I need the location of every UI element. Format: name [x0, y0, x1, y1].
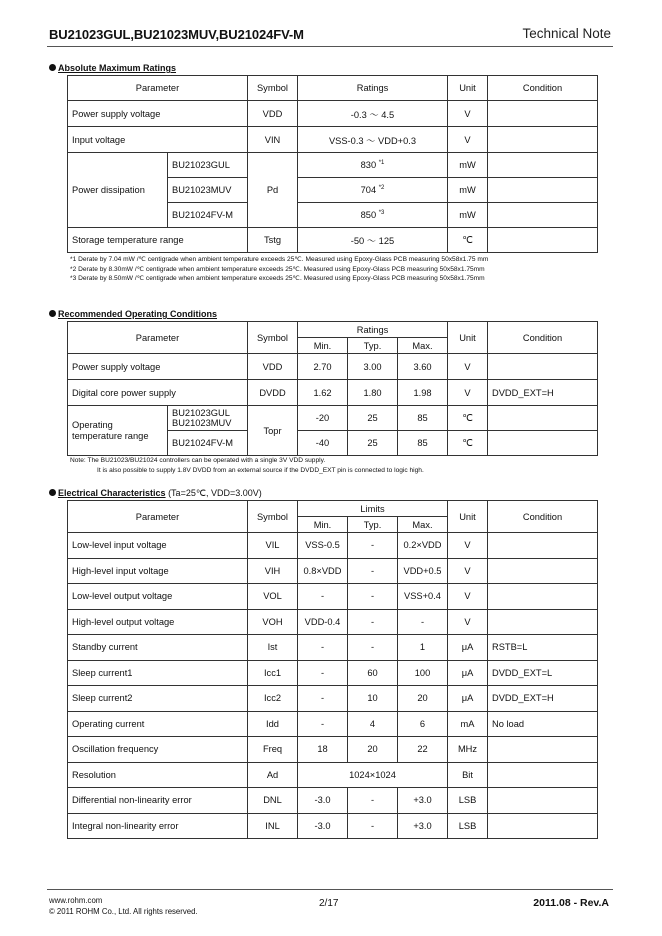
col-condition: Condition: [488, 76, 598, 101]
abs-max-table: [67, 75, 598, 253]
table-row: Resolution Ad 1024×1024 Bit: [68, 762, 598, 788]
table-row: Integral non-linearity error INL -3.0 - +3.0 LSB: [68, 813, 598, 839]
col-parameter: Parameter: [68, 76, 248, 101]
roc-notes: Note: The BU21023/BU21024 controllers can be operated with a single 3V VDD supply. It is also possible to supply 1.8V DVDD from an external source if the DVDD_EXT pin is connected to logic high.: [70, 457, 424, 474]
page-number: 2/17: [319, 898, 339, 909]
footer-divider: [47, 889, 613, 890]
table-header: [68, 76, 598, 101]
bullet-icon: [49, 489, 56, 496]
table-row: BU21024FV-M 850 $^{*3}$ mW: [68, 203, 598, 228]
table-row: Operating temperature range BU21023GUL BU21023MUV Topr -20 25 85 ℃: [68, 406, 598, 431]
bullet-icon: [49, 310, 56, 317]
col-symbol: Symbol: [248, 76, 298, 101]
revision: 2011.08 - Rev.A: [533, 897, 609, 909]
section-title-roc: Recommended Operating Conditions: [49, 309, 217, 319]
table-header: Parameter Symbol Ratings Unit Condition: [68, 322, 598, 338]
footer-url: www.rohm.com: [49, 896, 103, 905]
document-type: Technical Note: [522, 26, 611, 41]
table-row: BU21024FV-M -40 25 85 ℃: [68, 431, 598, 456]
table-row: BU21023MUV 704 $^{*2}$ mW: [68, 178, 598, 203]
section-title-abs: Absolute Maximum Ratings: [49, 63, 176, 73]
document-title: BU21023GUL,BU21023MUV,BU21024FV-M: [49, 27, 304, 42]
table-row: Storage temperature range Tstg -50 ～ 125 ℃: [68, 228, 598, 253]
table-row: Power dissipation BU21023GUL Pd 830 $^{*1}$ mW: [68, 153, 598, 178]
table-row: Oscillation frequency Freq 18 20 22 MHz: [68, 737, 598, 763]
table-row: Input voltage VIN VSS-0.3 ～ VDD+0.3 V: [68, 127, 598, 153]
abs-notes: *1 Derate by 7.04 mW /℃ centigrade when ambient temperature exceeds 25℃. Measured using Epoxy-Glass PCB measuring 50x58x1.75 mm *2 Derate by 8.30mW /℃ centigrade when ambient temperature exceeds 25℃. Measured using Epoxy-Glass PCB measuring 50x58x1.75mm *3 Derate by 8.50mW /℃ centigrade when ambient temperature exceeds 25℃. Measured using Epoxy-Glass PCB measuring 50x58x1.75mm: [70, 256, 489, 283]
table-row: Operating current Idd - 4 6 mA No load: [68, 711, 598, 737]
table-header: Parameter Symbol Limits Unit Condition: [68, 501, 598, 517]
footer-copyright: © 2011 ROHM Co., Ltd. All rights reserved.: [49, 907, 198, 916]
table-row: Digital core power supply DVDD 1.62 1.80 1.98 V DVDD_EXT=H: [68, 380, 598, 406]
table-row: Sleep current1 Icc1 - 60 100 μA DVDD_EXT=L: [68, 660, 598, 686]
table-row: Low-level input voltage VIL VSS-0.5 - 0.2×VDD V: [68, 533, 598, 559]
table-row: High-level output voltage VOH VDD-0.4 - - V: [68, 609, 598, 635]
table-row: Standby current Ist - - 1 μA RSTB=L: [68, 635, 598, 661]
roc-table: Parameter Symbol Ratings Unit Condition Min. Typ. Max. Power supply voltage VDD 2.70 3.00 3.60 V Digital core power supply DVDD 1.62 1.80 1.98 V DVDD_EXT=H Operating temperature range BU21023GUL BU21023MUV Topr -20 25 85 ℃ BU21024FV-M -40 25 85 ℃: [67, 321, 598, 456]
header-divider: [47, 46, 613, 47]
table-row: Sleep current2 Icc2 - 10 20 μA DVDD_EXT=H: [68, 686, 598, 712]
table-row: Power supply voltage VDD 2.70 3.00 3.60 V: [68, 354, 598, 380]
col-unit: Unit: [448, 76, 488, 101]
ec-table: Parameter Symbol Limits Unit Condition Min. Typ. Max. Low-level input voltage VIL VSS-0.5 - 0.2×VDD V High-level input voltage VIH 0.8×VDD - VDD+0.5 V Low-level output voltage VOL - - VSS+0.4 V High-level output voltage VOH VDD-0.4 - - V Standby current Ist - - 1 μA RSTB=L Sleep current1 Icc1 - 60 100 μA DVDD_EXT=L Sleep current2 Icc2 - 10 20 μA DVDD_EXT=H Operating current Idd - 4 6 mA No load Oscillation frequency Freq 18 20 22 MHz Resolution Ad 1024×1024 Bit Differential non-linearity error DNL -3.0 - +3.0 LSB Integral non-linearity error INL -3.0 - +3.0 LSB: [67, 500, 598, 839]
section-title-ec: Electrical Characteristics (Ta=25℃, VDD=3.00V): [49, 488, 262, 499]
col-ratings: Ratings: [298, 76, 448, 101]
bullet-icon: [49, 64, 56, 71]
table-row: High-level input voltage VIH 0.8×VDD - VDD+0.5 V: [68, 558, 598, 584]
table-row: Differential non-linearity error DNL -3.0 - +3.0 LSB: [68, 788, 598, 814]
footer-left: [49, 895, 198, 917]
table-row: Low-level output voltage VOL - - VSS+0.4 V: [68, 584, 598, 610]
table-row: Power supply voltage VDD -0.3 ～ 4.5 V: [68, 101, 598, 127]
